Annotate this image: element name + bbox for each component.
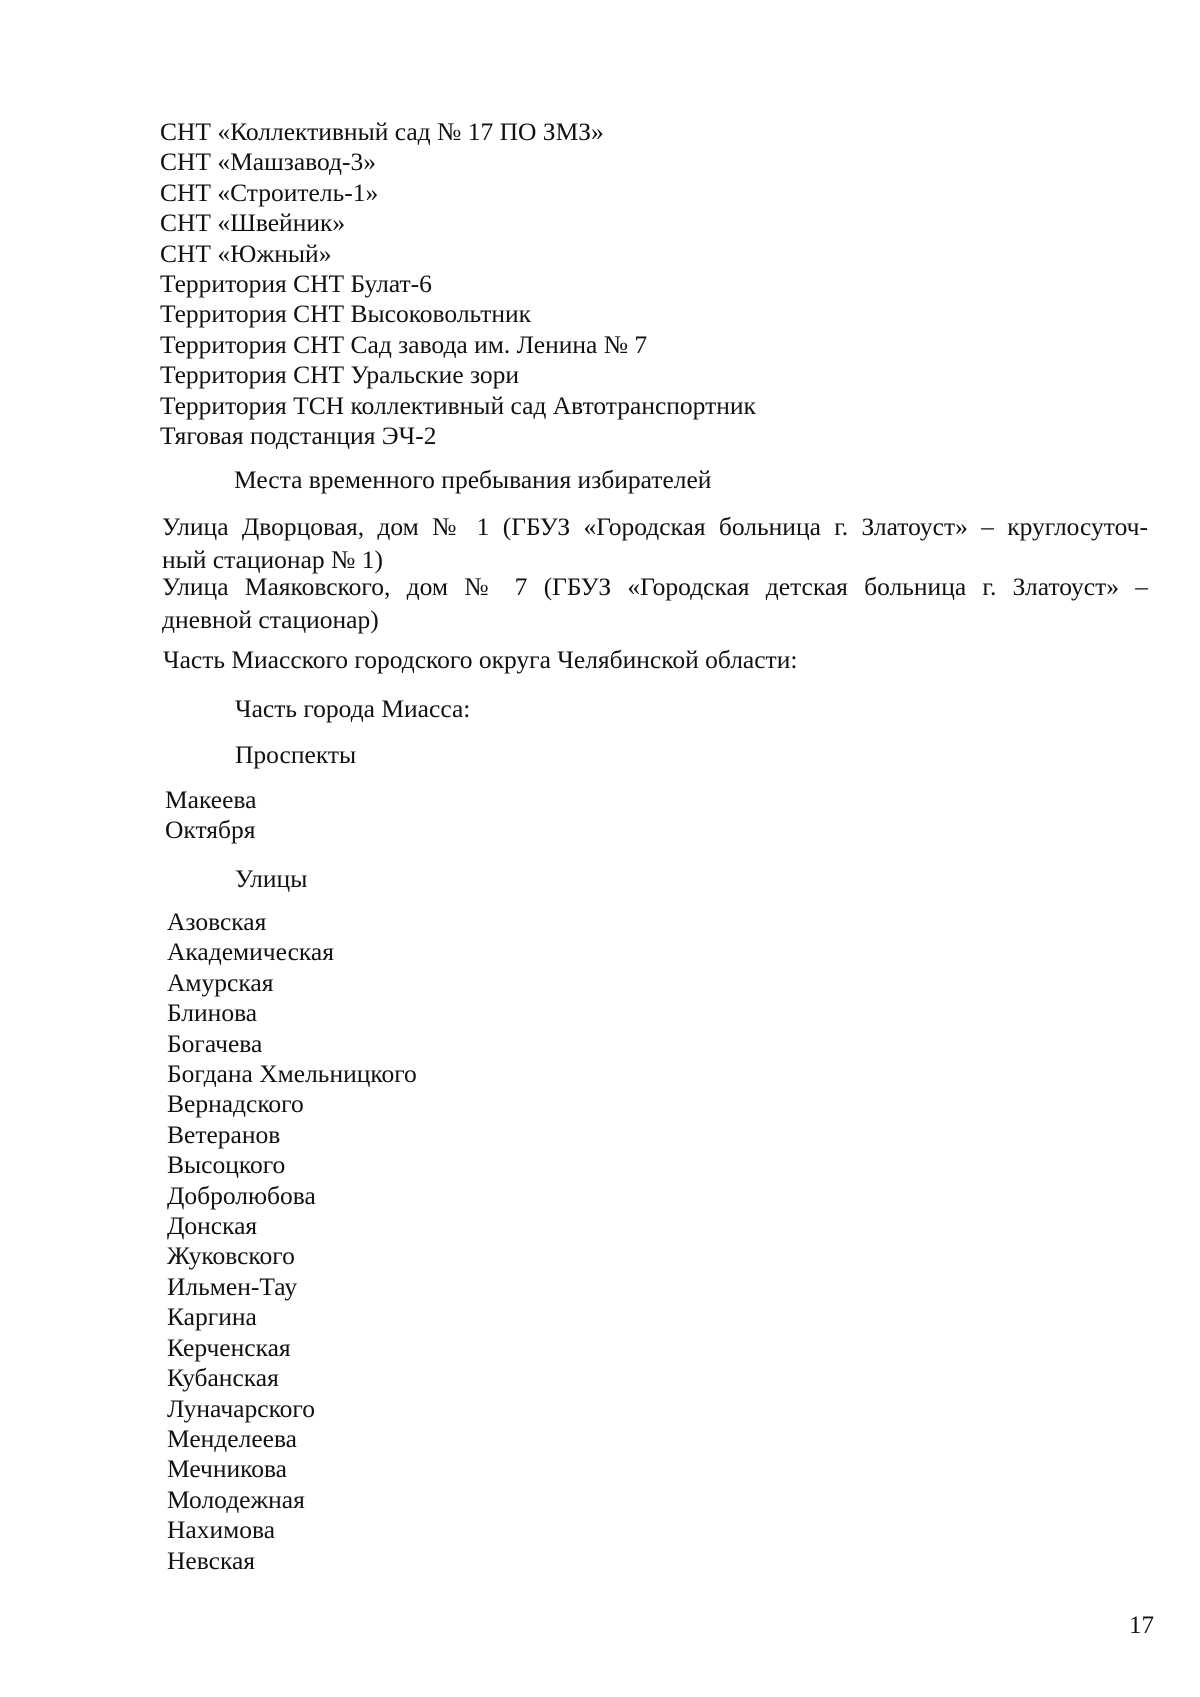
list-item: Менделеева xyxy=(167,1423,297,1453)
list-item: СНТ «Коллективный сад № 17 ПО ЗМЗ» xyxy=(160,117,604,146)
list-item: Мечникова xyxy=(167,1454,288,1484)
list-item: СНТ «Швейник» xyxy=(160,208,346,238)
list-item: Территория ТСН коллективный сад Автотранспортник xyxy=(160,390,756,420)
list-item: Академическая xyxy=(167,937,334,967)
temp-place-item-2-line-1: Улица Маяковского, дом № 7 (ГБУЗ «Городская детская больница г. Златоуст» – xyxy=(162,572,1148,601)
list-item: Вернадского xyxy=(167,1089,304,1119)
temp-places-heading: Места временного пребывания избирателей xyxy=(234,465,712,494)
list-item: Ильмен-Тау xyxy=(167,1271,298,1301)
list-item: Октября xyxy=(165,815,256,845)
list-item: Кубанская xyxy=(167,1363,279,1393)
list-item: Добролюбова xyxy=(167,1180,316,1210)
list-item: Богдана Хмельницкого xyxy=(167,1059,417,1089)
list-item: Нахимова xyxy=(167,1515,276,1545)
list-item: СНТ «Строитель-1» xyxy=(160,177,379,207)
streets-list xyxy=(167,907,417,1576)
list-item: Ветеранов xyxy=(167,1119,281,1149)
snt-territory-list xyxy=(160,117,756,451)
list-item: Территория СНТ Сад завода им. Ленина № 7 xyxy=(160,329,648,359)
prospects-heading: Проспекты xyxy=(235,740,357,769)
list-item: Территория СНТ Уральские зори xyxy=(160,360,520,390)
list-item: Макеева xyxy=(165,785,257,814)
list-item: Керченская xyxy=(167,1332,291,1362)
list-item: Каргина xyxy=(167,1302,257,1332)
miass-district-heading: Часть Миасского городского округа Челябинской области: xyxy=(163,645,798,674)
list-item: Блинова xyxy=(167,998,258,1028)
temp-place-item-1-line-2: ный стационар № 1) xyxy=(162,545,383,574)
list-item: Азовская xyxy=(167,907,267,936)
streets-heading: Улицы xyxy=(235,864,308,893)
list-item: Невская xyxy=(167,1545,255,1575)
temp-place-item-1 xyxy=(162,510,1148,576)
list-item: Жуковского xyxy=(167,1241,295,1271)
list-item: Территория СНТ Булат-6 xyxy=(160,269,432,299)
page-number: 17 xyxy=(1129,1612,1154,1639)
list-item: Донская xyxy=(167,1211,258,1241)
list-item: Молодежная xyxy=(167,1484,305,1514)
temp-place-item-2-line-2: дневной стационар) xyxy=(162,605,379,634)
list-item: Богачева xyxy=(167,1028,263,1058)
list-item: Высоцкого xyxy=(167,1150,286,1180)
list-item: СНТ «Машзавод-3» xyxy=(160,147,376,177)
list-item: Тяговая подстанция ЭЧ-2 xyxy=(160,421,437,451)
temp-place-item-1-line-1: Улица Дворцовая, дом № 1 (ГБУЗ «Городская больница г. Златоуст» – круглосуточ- xyxy=(162,512,1148,541)
temp-place-item-2 xyxy=(162,570,1148,636)
list-item: СНТ «Южный» xyxy=(160,238,332,268)
list-item: Амурская xyxy=(167,967,274,997)
miass-city-heading: Часть города Миасса: xyxy=(235,694,471,723)
list-item: Территория СНТ Высоковольтник xyxy=(160,299,532,329)
prospects-list xyxy=(165,785,256,846)
list-item: Луначарского xyxy=(167,1393,315,1423)
